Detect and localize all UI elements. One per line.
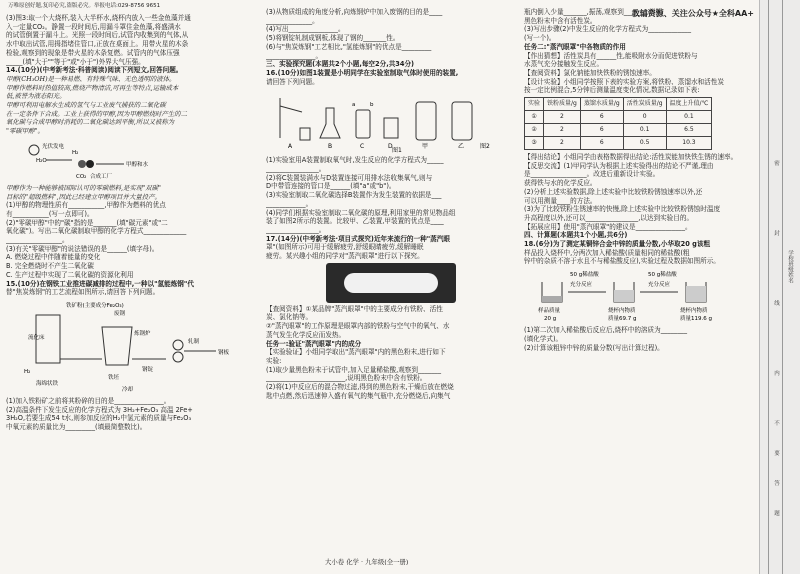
c3-line: (2)计算该粗锌中锌的质量分数(写出计算过程)。 <box>524 343 664 352</box>
seal-char: 线 <box>773 300 779 306</box>
b-port-label: b <box>370 102 374 109</box>
c2-line: ②"蒸汽眼罩"的工作原理是眼罩内部的铁粉与空气中的氧气、水 <box>266 322 450 331</box>
solution-fill <box>686 286 706 302</box>
c1-line: 甲醇可利用电解水生成的氢气与工业废气捕获的二氧化碳 <box>6 101 166 110</box>
c1-line: (3)有关"零碳甲醇"的说法错误的是______(填字母)。 <box>6 244 159 253</box>
c2-line: (5)将钢锭轧制成钢板,体现了钢的_______性。 <box>266 34 400 43</box>
c1-line: A. 燃烧过程中伴随着能量的变化 <box>6 253 101 262</box>
methanol-label: 甲醇和水 <box>126 161 149 168</box>
c1-line: (3)图3:取一个大烧杯,装入大半杯水,烧杯内放入一些金鱼藻并通 <box>6 14 191 22</box>
c1-line: 低,被誉为液态阳光。 <box>6 92 66 101</box>
steel-process-figure <box>6 299 260 395</box>
molecule-icon <box>86 160 94 168</box>
table-cell: 6 <box>580 111 623 124</box>
c3-line: 获得铁与水的化学反应。 <box>524 179 597 188</box>
margin-line <box>782 0 783 574</box>
c2-line: 【查阅资料】①某品牌"蒸汽眼罩"中的主要成分有铁粉、活性 <box>266 304 443 313</box>
c2-line: ______________。 <box>266 16 319 25</box>
sponge-label: 海绵状铁 <box>36 380 59 387</box>
c1-line: 的试管倒置于漏斗上。光照一段时间后,试管内收集到的气体,从 <box>6 31 189 40</box>
experiment-table <box>524 97 712 150</box>
seal-char: 要 <box>773 450 779 456</box>
c1-line: 3H₂O,若要生成54 t水,则参加反应的H₂中氢元素的质量与Fe₂O₃ <box>6 414 192 423</box>
c1-line: 氧化碳")。写出二氧化碳制取甲醇的化学方程式_____________ <box>6 227 187 236</box>
c1-line: 中氧元素的质量比为_________(填最简整数比)。 <box>6 423 147 432</box>
c1-line: _____(填"大于""等于"或"小于")外界大气压强。 <box>6 57 145 66</box>
table-cell: ① <box>525 111 544 124</box>
c1-line: 入一定量CO₂。静置一段时间后,用漏斗罩住金鱼藻,将盛满水 <box>6 22 181 31</box>
c3-line: 升高程度以外,还可以________________,以达到实验目的。 <box>524 213 694 222</box>
c2-line: ________________。 <box>266 165 326 174</box>
c2-line: 蒸气发生化学反应而发热。 <box>266 330 346 339</box>
c3-line: (3)为了比较铁粉生锈速率的快慢,除上述实验中比较铁粉锈蚀时温度 <box>524 205 721 214</box>
table-cell: 0.5 <box>623 137 666 150</box>
c1-line: _________________。 <box>6 236 69 245</box>
c1-line: 氧化碳与合成甲醇时消耗的二氧化碳达到平衡,所以又被称为 <box>6 118 175 127</box>
lamp-shape <box>300 128 310 140</box>
c3-line: 【设计实验】小组同学按照下表的实验方案,将铁粉、蒸馏水和活性炭 <box>524 77 724 86</box>
c3-line: 【反思交流】(1)甲同学认为根据上述实验得出的结论不严谨,理由 <box>524 161 714 170</box>
c2-line: _______________。 <box>266 51 323 60</box>
a-port-label: a <box>352 102 356 109</box>
c3-line: 瓶内倒入少量_______,振荡,观察到_______,说明 <box>524 8 663 16</box>
section-3-title: 三、实验探究题(本题共2个小题,每空2分,共34分) <box>266 60 415 69</box>
table-cell: 6 <box>580 124 623 137</box>
c1-line: 替"焦炭炼钢"的工艺流程如图所示,请回答下列问题。 <box>6 288 160 297</box>
c3-line: (1)第二次加入稀盐酸后反应后,烧杯中的溶质为________ <box>524 326 688 335</box>
furnace-shape <box>102 327 132 365</box>
sample-label: 样品质量 <box>538 308 561 315</box>
beaker2-mass: 质量119.6 g <box>680 316 712 323</box>
sample-fill <box>542 296 562 302</box>
column-1 <box>6 8 260 564</box>
seal-char: 内 <box>773 370 779 376</box>
c1-line: (2)高温条件下发生反应的化学方程式为 3H₂+Fe₂O₃ 高温 2Fe+ <box>6 405 193 414</box>
c1-line: 目标的"超级燃料",因此已经建立甲醇项目并大量投产。 <box>6 192 161 201</box>
hydrogen-label: H₂ <box>24 368 31 375</box>
jia-label: 甲 <box>422 143 429 151</box>
c1-line: (2)"零碳甲醇"中的"碳"指的是_______(填"碳元素"或"二 <box>6 218 168 227</box>
c1-line: C. 生产过程中实现了二氧化碳的资源化利用 <box>6 270 134 279</box>
roller-shape <box>173 352 183 362</box>
c2-line: 疲劳。某兴趣小组的同学对"蒸汽眼罩"进行以下探究。 <box>266 252 424 261</box>
c3-line: 【作出猜想】活性炭具有______性,能吸附水分而促进铁粉与 <box>524 51 698 60</box>
c2-line: (1)实验室用A装置制取氧气时,发生反应的化学方程式为_____ <box>266 156 444 165</box>
c2-line: 【实验验证】小组同学取出"蒸汽眼罩"内的黑色粉末,进行如下 <box>266 348 446 357</box>
sun-icon <box>29 145 39 155</box>
beaker-figure <box>524 268 760 324</box>
c3-line: 是_________________。改进后重新设计实验。 <box>524 170 660 179</box>
c2-line: 请回答下列问题。 <box>266 77 319 86</box>
table-header: 蒸馏水质量/g <box>580 98 623 111</box>
fig2-label: 图2 <box>480 143 490 151</box>
question-18-title: 18.(6分)为了测定某铜锌合金中锌的质量分数,小华取20 g该粗 <box>524 240 711 249</box>
table-header-row <box>525 98 712 111</box>
beaker1-label: 烧杯内物质 <box>608 308 636 315</box>
co2-label: CO₂ <box>76 173 87 180</box>
table-row <box>525 137 712 150</box>
cylinder-shape <box>384 118 398 138</box>
margin-line <box>768 0 769 574</box>
c2-line: ________________。 <box>266 225 326 234</box>
table-cell: 0 <box>623 111 666 124</box>
c3-line: (填化学式)。 <box>524 334 563 343</box>
c2-line: 实验: <box>266 356 282 365</box>
beaker-svg <box>524 268 756 324</box>
side-label: 学校班级姓名 <box>787 250 793 283</box>
c2-line: (2)将(1)中反应后的混合物过滤,得到的黑色粉末,干燥后放在燃烧 <box>266 383 454 392</box>
c3-line: 【拓展应用】使用"蒸汽眼罩"的建议是_______________。 <box>524 222 692 231</box>
c1-line: B. 完全燃烧时不产生二氧化碳 <box>6 262 94 271</box>
c1-line: 甲醇作为一种能够被国际认可的零碳燃料,是实现"双碳" <box>6 183 161 192</box>
table-header: 温度上升值/℃ <box>666 98 712 111</box>
c1-line: (1)加入铁粉矿之前将其粉碎的目的是_______________。 <box>6 396 171 405</box>
question-14-title: 14.(10分)(中考新考法·科普阅读)阅读下列短文,回答问题。 <box>6 66 183 75</box>
task-2-title: 任务二:"蒸汽眼罩"中各物质的作用 <box>524 42 626 51</box>
c1-line: 有___________(写一点即可)。 <box>6 209 94 218</box>
steel-process-svg <box>6 299 256 395</box>
c3-line: 锌中的杂质不溶于水且不与稀盐酸反应),实验过程及数据如图所示。 <box>524 257 720 266</box>
apparatus-svg <box>266 88 516 154</box>
table-cell: 2 <box>544 124 581 137</box>
c1-line: 甲醇(CH₃OH)是一种易燃、有特殊气味、无色透明的液体。 <box>6 74 176 83</box>
table-cell: 2 <box>544 137 581 150</box>
c3-line: (写一个)。 <box>524 34 556 43</box>
h2-label: H₂ <box>72 149 79 156</box>
seal-char: 答 <box>773 480 779 486</box>
eye-mask-photo <box>326 263 456 303</box>
rolling-label: 轧制 <box>188 338 200 345</box>
table-row <box>525 111 712 124</box>
c3-line: 样品投入烧杯中,分两次加入稀盐酸(质量相同的稀盐酸(粗 <box>524 248 690 257</box>
table-header: 活性炭质量/g <box>623 98 666 111</box>
page-footer: 大小卷 化学 · 九年级(全一册) <box>325 558 409 566</box>
c2-line: 罩"(如图所示)可用于缓解疲劳,舒缓眼睛疲劳,缓解睡眠 <box>266 243 424 252</box>
bottle-yi-shape <box>452 102 472 140</box>
sheet-label: 钢板 <box>218 349 230 356</box>
step-b-label: 充分反应 <box>648 282 671 289</box>
fluidized-label: 流化床 <box>28 334 45 341</box>
c3-line: 按一定比例混合,5分钟后测量温度变化情况,数据记录如下表: <box>524 86 700 95</box>
seal-char: 密 <box>773 160 779 166</box>
seal-char: 不 <box>773 420 779 426</box>
molecule-icon <box>78 160 86 168</box>
acid-a-label: 50 g稀盐酸 <box>570 272 599 279</box>
column-2 <box>266 8 516 548</box>
bottle-shape <box>356 110 370 138</box>
beaker1-mass: 质量69.7 g <box>608 316 637 323</box>
table-row <box>525 124 712 137</box>
table-cell: 6 <box>580 137 623 150</box>
plant-label: 合成工厂 <box>90 173 113 180</box>
c2-line: D中带管连接的管口是______(填"a"或"b")。 <box>266 182 396 191</box>
bottle-jia-shape <box>416 102 436 140</box>
ore-label: 铁矿粉(主要成分Fe₂O₃) <box>66 302 124 309</box>
furnace-label: 炼钢炉 <box>134 330 151 337</box>
question-16-title: 16.(10分)如图1装置是小明同学在实验室制取气体时使用的装置, <box>266 68 459 77</box>
table-cell: 2 <box>544 111 581 124</box>
c2-line: (1)取少量黑色粉末于试管中,加入足量稀盐酸,观察到_______ <box>266 365 442 374</box>
table-header: 实验 <box>525 98 544 111</box>
acid-b-label: 50 g稀盐酸 <box>648 272 677 279</box>
table-cell: 6.5 <box>666 124 712 137</box>
c2-line: 炭、氯化钠等。 <box>266 313 313 322</box>
table-cell: 10.3 <box>666 137 712 150</box>
c2-line: ________________________,说明黑色粉末中含有铁粉。 <box>266 374 427 383</box>
seal-char: 封 <box>773 230 779 236</box>
app-b-label: B <box>328 143 333 151</box>
beaker2-label: 烧杯内物质 <box>680 308 708 315</box>
app-a-label: A <box>288 143 293 151</box>
c3-line: 黑色粉末中含有活性炭。 <box>524 16 597 25</box>
cooling-label: 冷却 <box>122 386 134 393</box>
c1-line: (1)甲醇的物理性质有___________,甲醇作为燃料的优点 <box>6 201 166 210</box>
c2-line: 匙中点燃,然后迅速伸入盛有氧气的集气瓶中,充分燃烧后,向集气 <box>266 391 451 400</box>
c2-line: 装了如图2所示的装置。比较甲、乙装置,甲装置的优点是____ <box>266 217 444 226</box>
step-a-label: 充分反应 <box>570 282 593 289</box>
scrap-label: 废钢 <box>114 310 126 317</box>
c3-line: 【查阅资料】氯化钠能加快铁粉的锈蚀速率。 <box>524 68 656 77</box>
solution-fill <box>614 290 634 302</box>
question-17-title: 17.(14分)(中考新考法·项目式探究)近年来流行的一种"蒸汽眼 <box>266 234 450 243</box>
header-left: 万唯原创好题,复印必究,盗版必究。举报电话:029-8756 9651 <box>8 3 161 9</box>
c1-line: 检验,观察到的现象是带火星的木条复燃。试管内的气体压强 <box>6 48 180 57</box>
fig1-label: 图1 <box>392 147 402 155</box>
c1-line: 在一定条件下合成。工业上获得的甲醇,因为甲醇燃烧时产生的二 <box>6 109 187 118</box>
brand-banner: 教辅资源、关注公众号★全科AA+ <box>631 9 754 18</box>
sample-mass: 20 g <box>544 316 557 323</box>
c3-line: (2)分析上述实验数据,除上述实验中比较铁粉锈蚀速率以外,还 <box>524 187 703 196</box>
c2-line: (3)实验室制取二氧化碳选择B装置作为发生装置的依据是___ <box>266 191 442 200</box>
binding-margin <box>759 0 800 574</box>
c3-line: (3)写出步骤(2)中发生反应的化学方程式为_____________ <box>524 25 692 34</box>
tube-shape <box>280 106 302 112</box>
c2-line: (3)从物质组成的角度分析,向炼钢炉中加入废钢的目的是____ <box>266 8 443 16</box>
table-cell: ② <box>525 124 544 137</box>
app-d-label: D <box>388 143 393 151</box>
methanol-process-svg <box>6 138 256 182</box>
c2-line: (6)与"焦炭炼钢"工艺相比,"氢能炼钢"的优点是_________ <box>266 42 432 51</box>
apparatus-figure <box>266 88 516 154</box>
yi-label: 乙 <box>458 143 465 151</box>
billet-label: 铁坯 <box>108 374 120 381</box>
column-3 <box>524 8 760 548</box>
c2-line: (4)同学们根据实验室制取二氧化碳的原理,利用家里的常见物品组 <box>266 208 456 217</box>
table-cell: 0.1 <box>623 124 666 137</box>
app-c-label: C <box>360 143 365 151</box>
table-cell: 0.1 <box>666 111 712 124</box>
ingot-label: 钢锭 <box>142 366 154 373</box>
methanol-process-figure <box>6 138 260 182</box>
seal-char: 题 <box>773 510 779 516</box>
c2-line: (2)将C装置装满水与D装置连接可用排水法收集氧气,则与 <box>266 173 433 182</box>
c1-line: "零碳甲醇"。 <box>6 127 44 136</box>
table-cell: ③ <box>525 137 544 150</box>
mask-shape <box>344 273 438 293</box>
c3-line: 可以用测量____的方法。 <box>524 196 597 205</box>
photo-title-label: 光伏发电 <box>42 143 65 150</box>
c2-line: ____________。 <box>266 199 313 208</box>
c3-line: 水蒸气充分接触发生反应。 <box>524 60 604 69</box>
roller-shape <box>173 340 183 350</box>
c3-line: 【得出结论】小组同学由表格数据得出结论:活性炭能加快铁生锈的速率。 <box>524 153 738 162</box>
c1-line: 水中取出试管,用拇指堵住管口,正放在桌面上。用带火星的木条 <box>6 40 189 49</box>
flask-shape <box>320 108 340 138</box>
section-4-title: 四、计算题(本题共1个小题,共6分) <box>524 231 628 240</box>
c2-line: (4)写出_______________。 <box>266 25 345 34</box>
question-15-title: 15.(10分)在钢铁工业推进碳减排的过程中,一种以"氢能炼钢"代 <box>6 279 194 288</box>
task-1-title: 任务一:验证"蒸汽眼罩"内的成分 <box>266 339 362 348</box>
table-header: 铁粉质量/g <box>544 98 581 111</box>
c1-line: 甲醇作燃料时热值较高,燃烧产物清洁,可再生等特点,运输成本 <box>6 83 179 92</box>
water-label: H₂O <box>36 157 47 164</box>
